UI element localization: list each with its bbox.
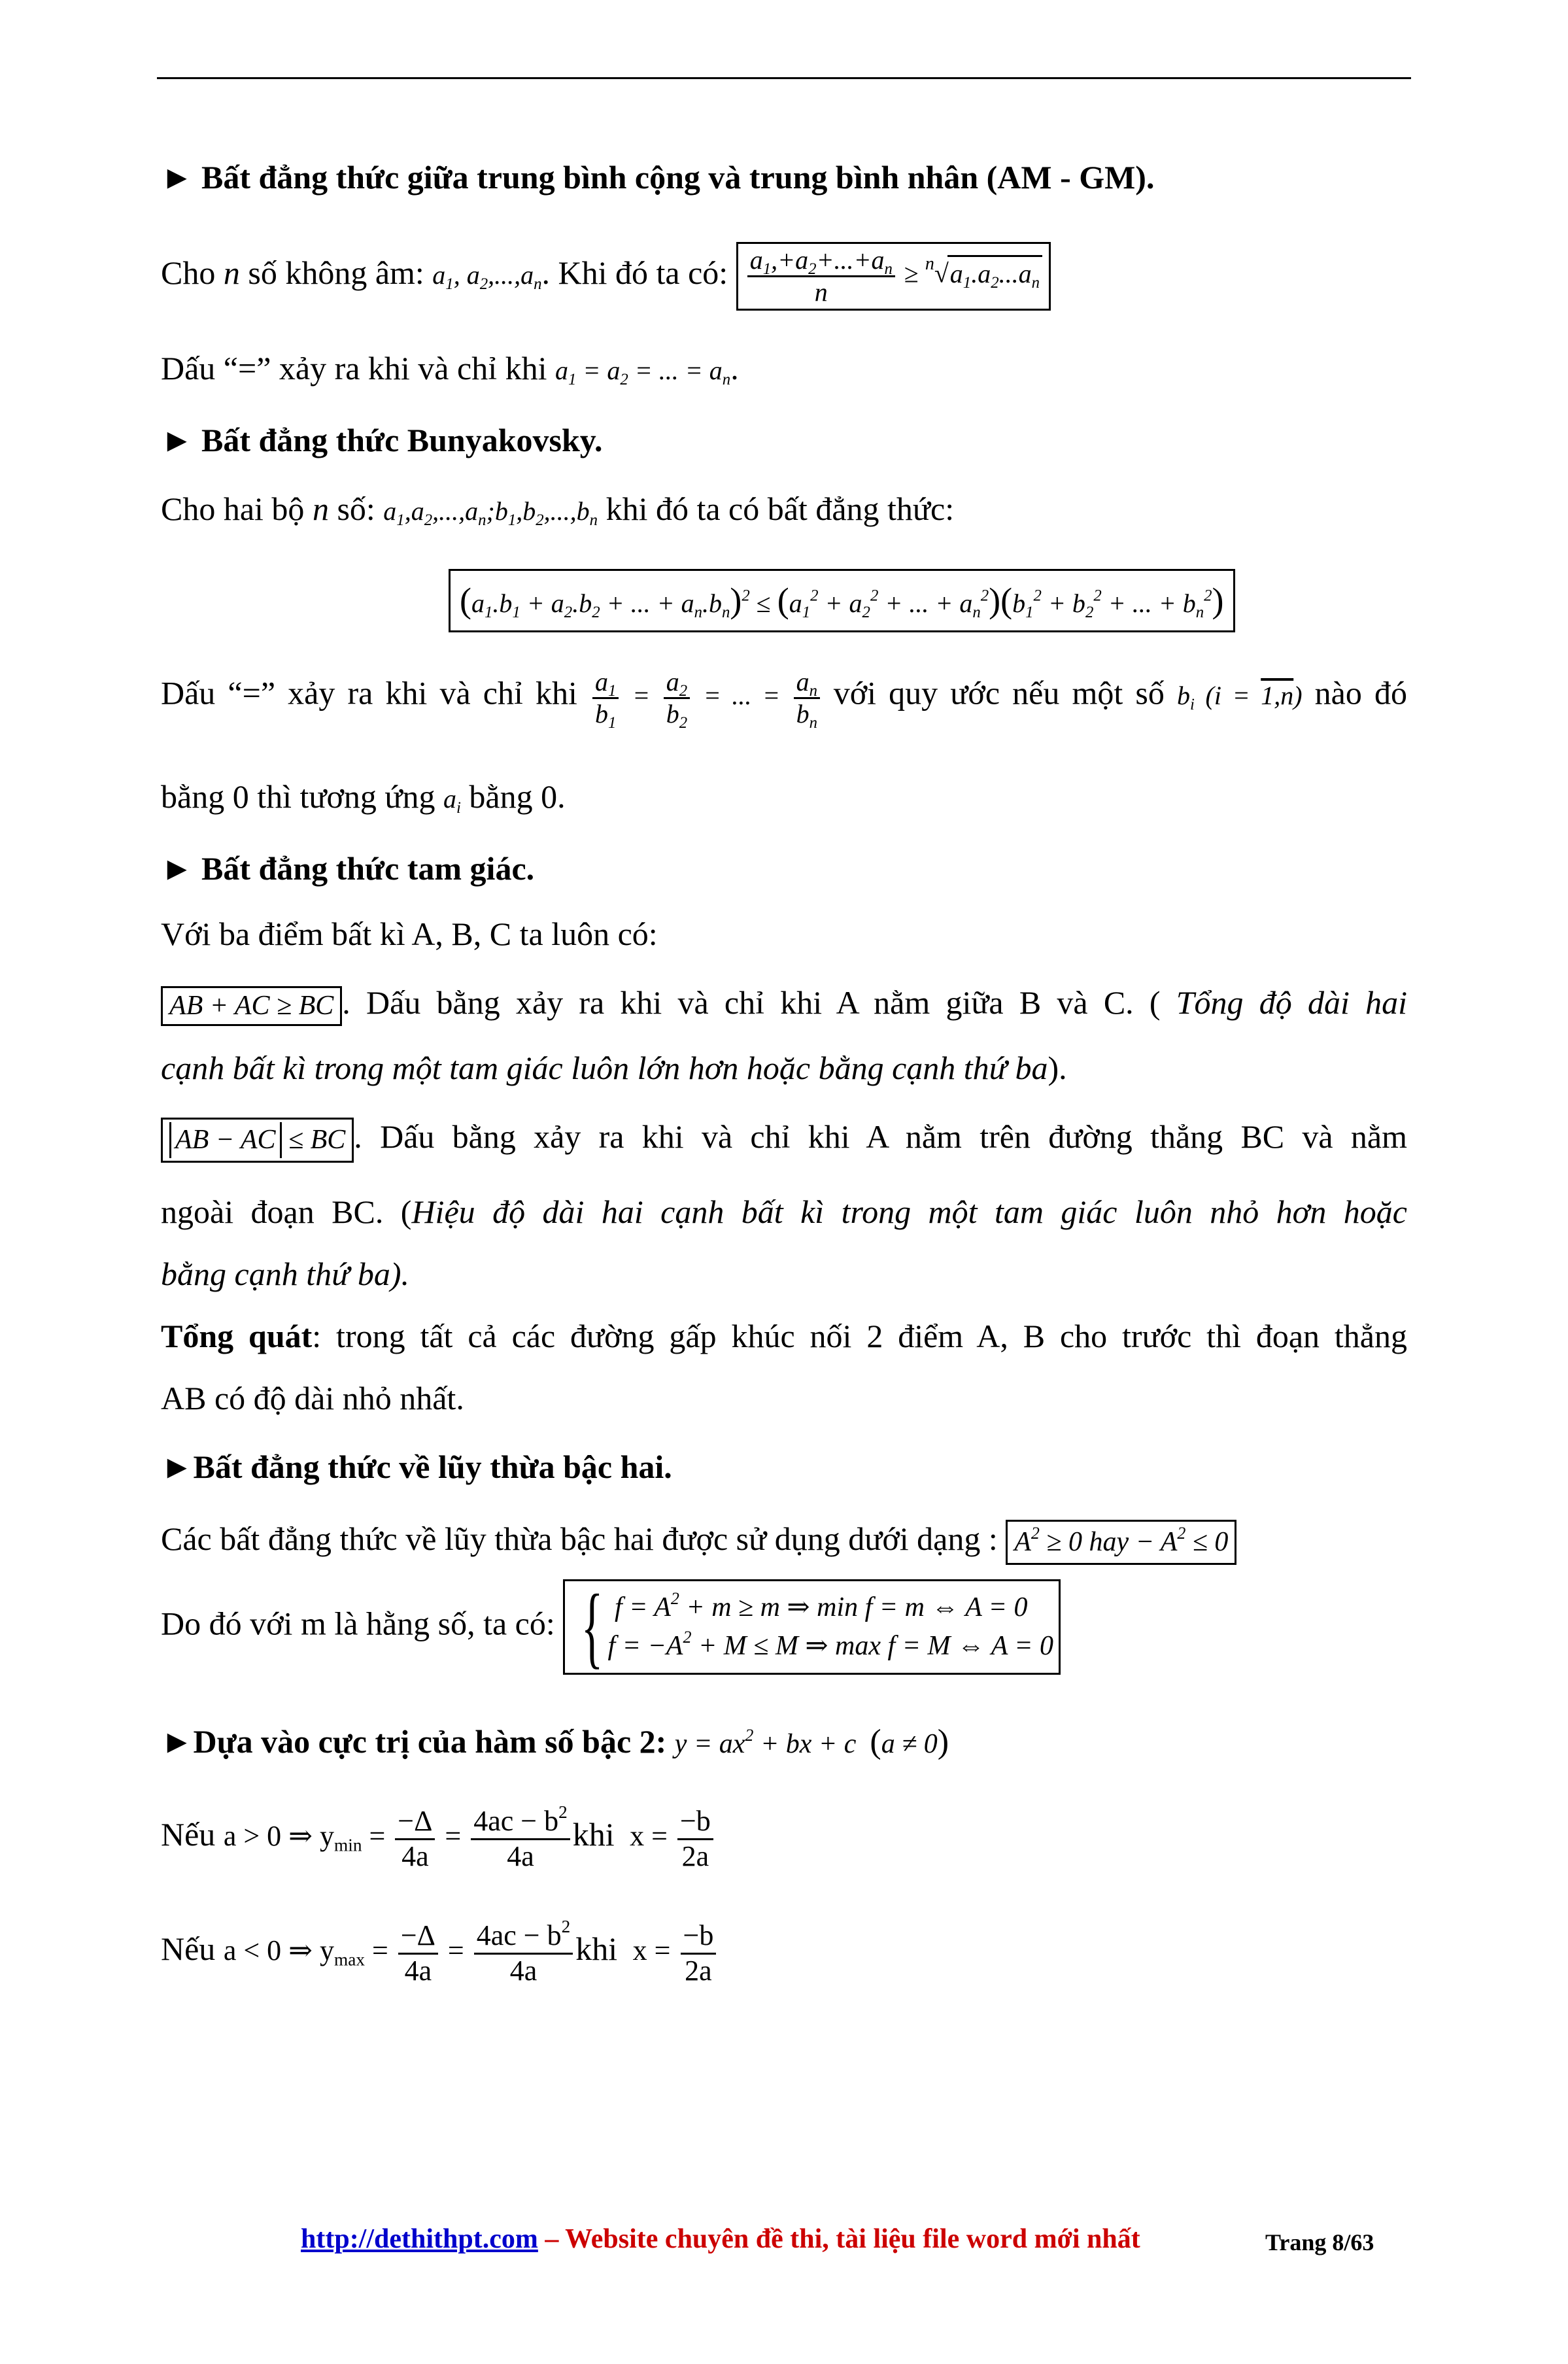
footer-link[interactable]: http://dethithpt.com: [301, 2224, 538, 2254]
page-number: Trang 8/63: [1265, 2229, 1374, 2255]
triangle-rule2-line2: ngoài đoạn BC. (Hiệu độ dài hai cạnh bất kì trong một tam giác luôn nhỏ hơn hoặc: [161, 1193, 1407, 1230]
amgm-equality: Dấu “=” xảy ra khi và chỉ khi $a_1 = a_2$ = ... = $a_n$.: [161, 350, 739, 388]
quadratic-case2: Nếu a < 0 ⇒ $y_{max}$ = $\frac{-\Delta}{4a}$ = $\frac{4ac - b^2}{4a}$ khi x = $\frac{-b}{2a}$: [161, 1919, 719, 1987]
triangle-heading: ► Bất đẳng thức tam giác.: [161, 850, 535, 887]
square-formula: $A^2 \ge 0$ hay − $A^2 \le 0$: [1006, 1520, 1236, 1565]
triangle-rule1-formula: AB + AC ≥ BC: [161, 986, 342, 1026]
bunyakovsky-equality: Dấu “=” xảy ra khi và chỉ khi $\frac{a_1}{b_1}$ = $\frac{a_2}{b_2}$ = ... = $\frac{a_n}{b_n}$ với quy ước nếu một số $b_i$ (i = 1,n) nào đó: [161, 667, 1407, 732]
header-rule: [157, 77, 1411, 79]
amgm-formula: $\frac{a_1,+a_2+...+a_n}{n}$ ≥ $^n√a_1.a_2...a_n$: [736, 242, 1051, 311]
triangle-general: Tổng quát: trong tất cả các đường gấp khúc nối 2 điểm A, B cho trước thì đoạn thẳng: [161, 1318, 1407, 1354]
triangle-general-line2: AB có độ dài nhỏ nhất.: [161, 1380, 464, 1416]
square-line1: Các bất đẳng thức về lũy thừa bậc hai được sử dụng dưới dạng : $A^2 \ge 0$ hay − $A^2 \le 0$: [161, 1517, 1236, 1565]
quadratic-heading: ►Dựa vào cực trị của hàm số bậc 2: $y = ax^2$ + bx + c (a ≠ 0): [161, 1723, 949, 1760]
square-line2: Do đó với m là hằng số, ta có: { $f = A^2 + m \ge m$ ⇒ min f = m ⇔ A = 0 $f = -A^2 + M \le M$ ⇒ max f = M ⇔ A = 0: [161, 1579, 1061, 1675]
square-heading: ►Bất đẳng thức về lũy thừa bậc hai.: [161, 1448, 672, 1485]
bunyakovsky-heading: ► Bất đẳng thức Bunyakovsky.: [161, 422, 603, 458]
quadratic-case1: Nếu a > 0 ⇒ $y_{min}$ = $\frac{-\Delta}{4a}$ = $\frac{4ac - b^2}{4a}$ khi x = $\frac{-b}{2a}$: [161, 1805, 716, 1873]
bunyakovsky-intro: Cho hai bộ n số: $a_1,a_2,...,a_n;b_1,b_2,...,b_n$ khi đó ta có bất đẳng thức:: [161, 490, 955, 529]
triangle-intro: Với ba điểm bất kì A, B, C ta luôn có:: [161, 916, 658, 952]
triangle-rule1: AB + AC ≥ BC . Dấu bằng xảy ra khi và chỉ khi A nằm giữa B và C. ( Tổng độ dài hai: [161, 981, 1407, 1026]
square-system: { $f = A^2 + m \ge m$ ⇒ min f = m ⇔ A = 0 $f = -A^2 + M \le M$ ⇒ max f = M ⇔ A = 0: [563, 1579, 1061, 1675]
bunyakovsky-line2: bằng 0 thì tương ứng $a_i$ bằng 0.: [161, 778, 566, 817]
amgm-intro: Cho n số không âm: $a_1$, $a_2,...,a_n$. Khi đó ta có: $\frac{a_1,+a_2+...+a_n}{n}$ ≥ $^n√a_1.a_2...a_n$: [161, 242, 1051, 311]
triangle-rule1-line2: cạnh bất kì trong một tam giác luôn lớn hơn hoặc bằng cạnh thứ ba).: [161, 1050, 1067, 1086]
amgm-heading: ► Bất đẳng thức giữa trung bình cộng và trung bình nhân (AM - GM).: [161, 159, 1155, 196]
triangle-rule2: AB − AC ≤ BC . Dấu bằng xảy ra khi và chỉ khi A nằm trên đường thẳng BC và nằm: [161, 1115, 1407, 1163]
bunyakovsky-formula: ($a_1.b_1 + a_2.b_2$ + ... + $a_n.b_n)^2 \le (a_1^2 + a_2^2$ + ... + $a_n^2)(b_1^2 + b_2^2$ + ... + $b_n^2$): [449, 569, 1235, 632]
triangle-rule2-formula: AB − AC ≤ BC: [161, 1118, 354, 1163]
footer: [301, 2223, 1140, 2255]
triangle-rule2-line3: bằng cạnh thứ ba).: [161, 1256, 410, 1292]
footer-text: – Website chuyên đề thi, tài liệu file word mới nhất: [537, 2224, 1140, 2254]
